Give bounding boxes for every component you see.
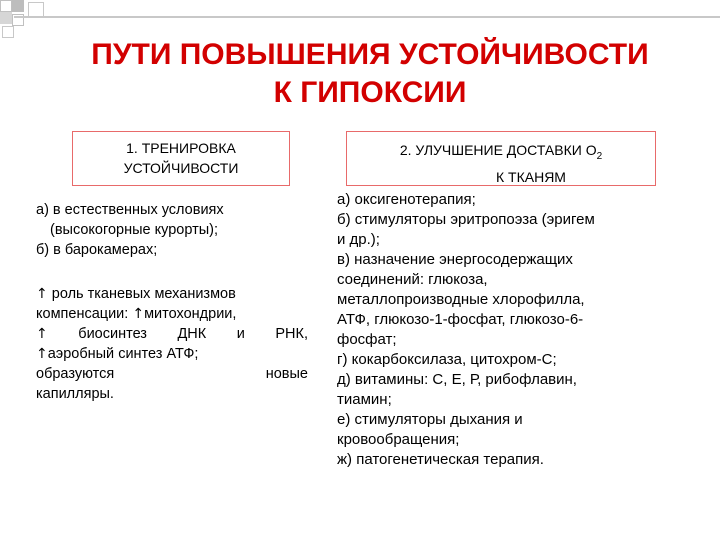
method-a-line-1: а) в естественных условиях: [36, 202, 224, 218]
method-line: б) стимуляторы эритропоэза (эригем: [337, 211, 595, 228]
mechanisms-text-4: аэробный синтез АТФ;: [47, 346, 199, 362]
method-line: АТФ, глюкозо-1-фосфат, глюкозо-6-: [337, 311, 584, 328]
method-line: металлопроизводные хлорофилла,: [337, 291, 585, 308]
title-line-1: ПУТИ ПОВЫШЕНИЯ УСТОЙЧИВОСТИ: [91, 38, 649, 71]
mechanisms-line-3: [36, 324, 308, 344]
oxygen-delivery-text: 2. УЛУЧШЕНИЕ ДОСТАВКИ О: [399, 142, 597, 158]
mitochondria-text: митохондрии,: [144, 306, 237, 322]
method-b-line: б) в барокамерах;: [36, 242, 158, 258]
mechanisms-line-4: [36, 344, 308, 364]
method-line: в) назначение энергосодержащих: [337, 251, 573, 268]
corner-square: [0, 0, 12, 12]
corner-square: [0, 12, 12, 24]
mechanisms-line-5: образуются новые: [36, 366, 308, 382]
up-arrow-icon: ↑: [132, 306, 145, 322]
title-line-2: К ГИПОКСИИ: [273, 76, 467, 109]
training-box: [72, 131, 290, 186]
up-arrow-icon: ↑: [36, 346, 48, 362]
method-line: и др.);: [337, 231, 380, 248]
method-a-line-2: (высокогорные курорты);: [50, 222, 219, 238]
training-methods-text: [36, 200, 308, 404]
training-box-line-2: УСТОЙЧИВОСТИ: [123, 160, 239, 176]
method-line: д) витамины: С, Е, Р, рибофлавин,: [337, 371, 577, 388]
corner-square: [12, 0, 24, 12]
mechanisms-line-6: капилляры.: [36, 386, 114, 402]
spacer: [36, 260, 308, 284]
method-line: г) кокарбоксилаза, цитохром-С;: [337, 351, 557, 368]
method-line: е) стимуляторы дыхания и: [337, 411, 523, 428]
mechanisms-text-1: роль тканевых механизмов: [47, 286, 236, 302]
up-arrow-icon: ↑: [36, 286, 48, 302]
header-rule: [14, 16, 720, 18]
oxygen-delivery-box-line-1: [399, 142, 603, 162]
method-line: соединений: глюкоза,: [337, 271, 488, 288]
oxygen-delivery-box-line-2: К ТКАНЯМ: [496, 168, 566, 185]
page-title: [40, 36, 700, 112]
method-line: фосфат;: [337, 331, 397, 348]
corner-square: [2, 26, 14, 38]
method-line: ж) патогенетическая терапия.: [337, 451, 544, 468]
decorative-corner: [0, 0, 720, 40]
up-arrow-icon: ↑: [36, 326, 48, 342]
mechanisms-line-1: [36, 284, 308, 304]
method-line: кровообращения;: [337, 431, 460, 448]
method-line: тиамин;: [337, 391, 392, 408]
training-box-line-1: 1. ТРЕНИРОВКА: [126, 140, 236, 156]
oxygen-subscript: 2: [596, 150, 603, 162]
mechanisms-line-2: [36, 304, 308, 324]
oxygen-delivery-box: [346, 131, 656, 186]
mechanisms-text-2: компенсации:: [36, 306, 133, 322]
mechanisms-text-3: биосинтез ДНК и РНК,: [47, 326, 308, 342]
oxygen-delivery-methods-text: [337, 190, 682, 470]
method-line: а) оксигенотерапия;: [337, 191, 476, 208]
